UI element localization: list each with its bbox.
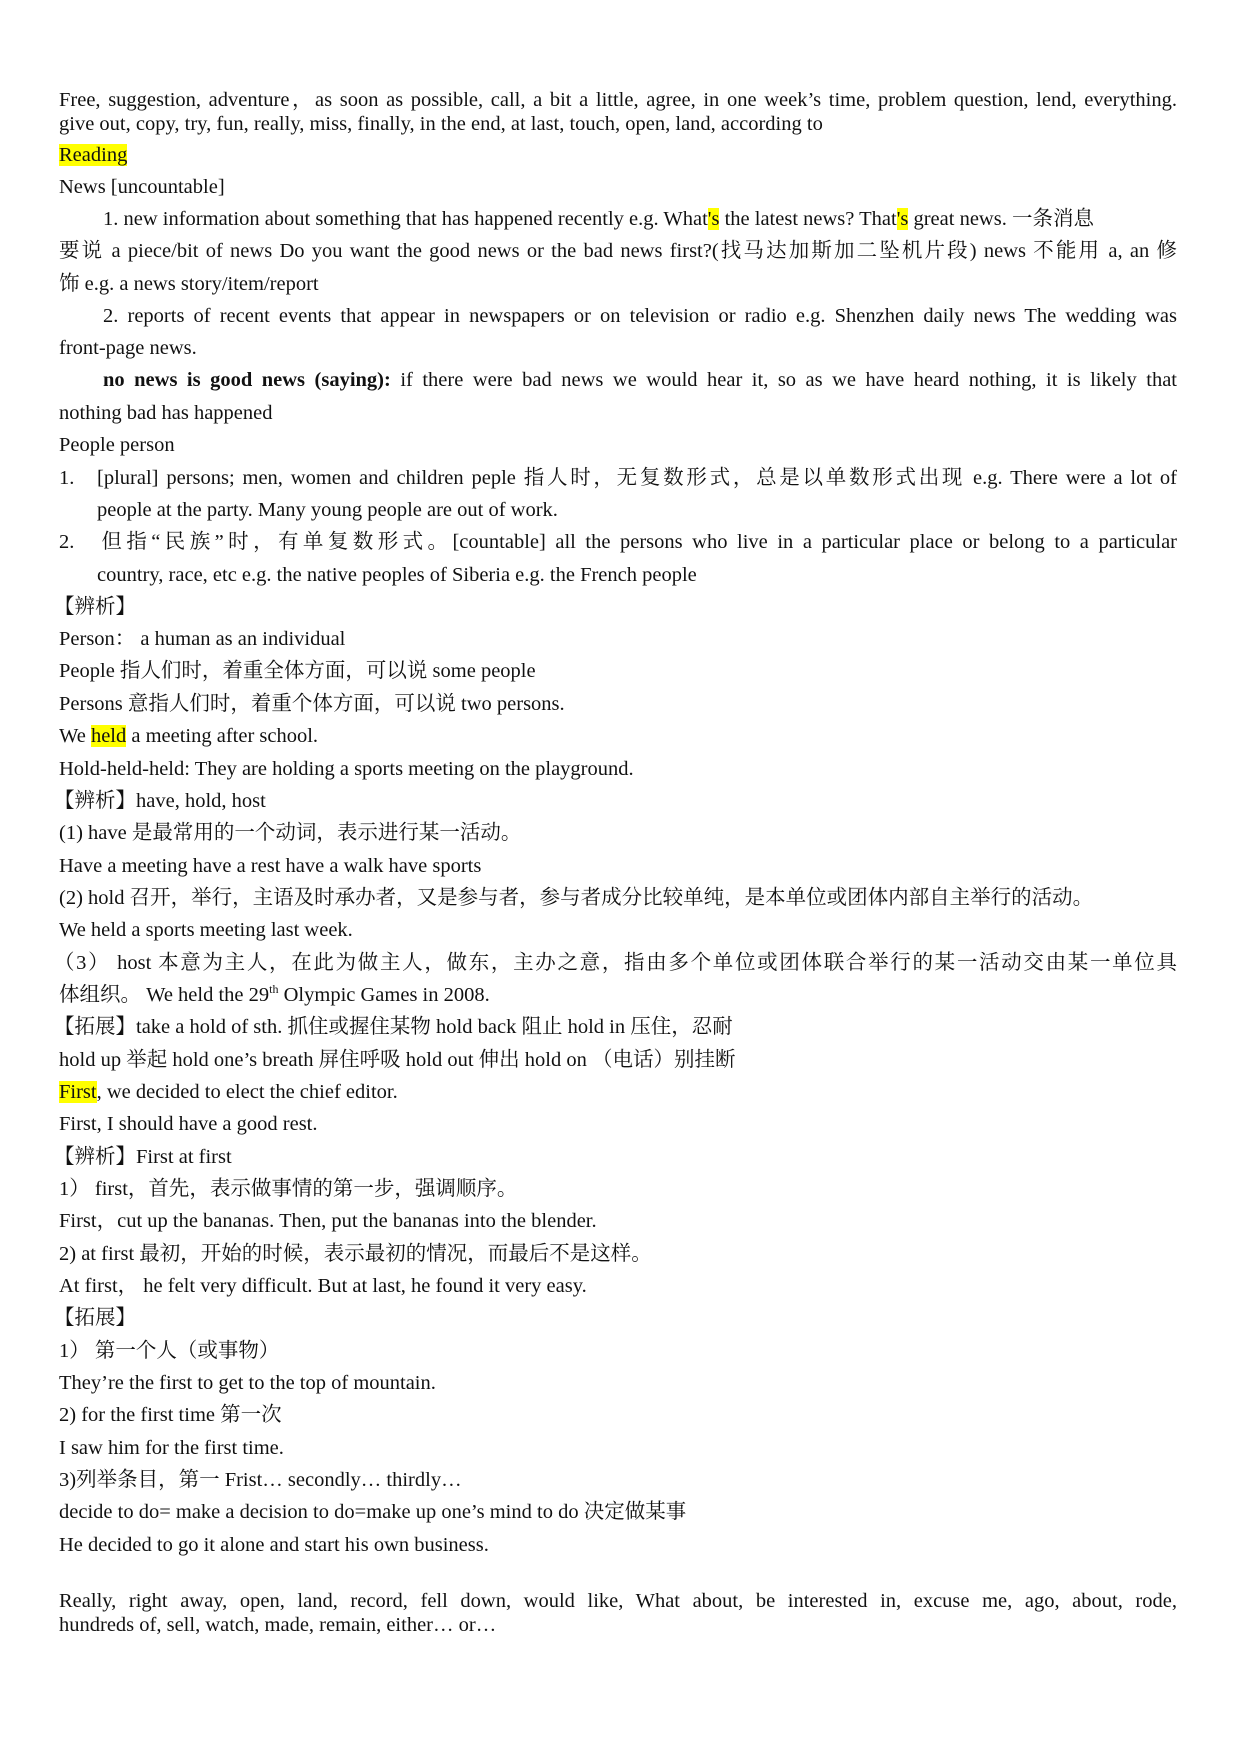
people-item1-text: [plural] persons; men, women and children peple 指人时，无复数形式，总是以单数形式出现 e.g. There were a lot of — [97, 467, 1177, 489]
hold-p2-example: We held a sports meeting last week. — [59, 919, 353, 941]
vocab-list-1-line1: Free, suggestion, adventure，as soon as possible, call, a bit a little, agree, in one week’s time, problem question, lend, everything. — [59, 89, 1177, 111]
hold-extension-1: 【拓展】take a hold of sth. 抓住或握住某物 hold back 阻止 hold in 压住，忍耐 — [54, 1016, 733, 1038]
first-p2: 2) at first 最初，开始的时候，表示最初的情况，而最后不是这样。 — [59, 1243, 652, 1265]
hold-example-text-a: We — [59, 725, 91, 747]
hold-p3-text-a: 体组织。 We held the 29 — [59, 984, 270, 1006]
news-heading: News [uncountable] — [59, 176, 225, 198]
hold-p1-examples: Have a meeting have a rest have a walk have sports — [59, 855, 482, 877]
reading-heading-highlight: Reading — [59, 144, 128, 166]
news-def1-line3: 饰 e.g. a news story/item/report — [59, 273, 319, 295]
news-saying-phrase: no news is good news (saying): — [103, 369, 391, 391]
hold-p3-line2 — [59, 983, 1177, 1007]
first-example-2: First, I should have a good rest. — [59, 1113, 318, 1135]
hold-p3-line1: （3） host 本意为主人，在此为做主人，做东，主办之意，指由多个单位或团体联合举行的某一活动交由某一单位具 — [54, 952, 1177, 974]
first-extension-2-example: I saw him for the first time. — [59, 1437, 284, 1459]
hold-extension-2: hold up 举起 hold one’s breath 屏住呼吸 hold out 伸出 hold on （电话）别挂断 — [59, 1049, 736, 1071]
vocab-list-1-line2: give out, copy, try, fun, really, miss, finally, in the end, at last, touch, open, land, according to — [59, 113, 823, 135]
decide-definition: decide to do= make a decision to do=make up one’s mind to do 决定做某事 — [59, 1501, 687, 1523]
news-def1-highlight-2: 's — [896, 208, 909, 230]
people-item2-text: 但指“民族”时，有单复数形式。[countable] all the persons who live in a particular place or belong to a particular — [97, 531, 1177, 553]
news-def1-text-a: 1. new information about something that has happened recently e.g. What — [103, 208, 708, 230]
first-p1: 1） first，首先，表示做事情的第一步，强调顺序。 — [59, 1178, 518, 1200]
first-extension-1-example: They’re the first to get to the top of mountain. — [59, 1372, 436, 1394]
news-saying-definition: if there were bad news we would hear it, so as we have heard nothing, it is likely that — [390, 369, 1177, 391]
reading-heading — [59, 143, 1177, 167]
first-example-text: , we decided to elect the chief editor. — [96, 1081, 398, 1103]
persons-definition: Persons 意指人们时，着重个体方面，可以说 two persons. — [59, 693, 565, 715]
hold-p3-text-b: Olympic Games in 2008. — [278, 984, 490, 1006]
hold-forms: Hold-held-held: They are holding a sports meeting on the playground. — [59, 758, 634, 780]
news-def1-line2: 要说 a piece/bit of news Do you want the good news or the bad news first?(找马达加斯加二坠机片段) news 不能用 a, an 修 — [59, 240, 1177, 262]
first-example-highlight: First — [59, 1081, 97, 1103]
news-saying-line1 — [103, 368, 1177, 392]
people-definition: People 指人们时，着重全体方面，可以说 some people — [59, 660, 536, 682]
first-extension-3: 3)列举条目，第一 Frist… secondly… thirdly… — [59, 1469, 462, 1491]
news-def1-text-b: the latest news? That — [719, 208, 897, 230]
first-extension-heading: 【拓展】 — [54, 1307, 136, 1329]
news-def2-line2: front-page news. — [59, 337, 197, 359]
decide-example: He decided to go it alone and start his own business. — [59, 1534, 489, 1556]
hold-p2: (2) hold 召开，举行，主语及时承办者，又是参与者，参与者成分比较单纯，是本单位或团体内部自主举行的活动。 — [59, 887, 1094, 909]
people-heading: People person — [59, 434, 175, 456]
hold-p1: (1) have 是最常用的一个动词，表示进行某一活动。 — [59, 822, 522, 844]
first-p2-example: At first， he felt very difficult. But at last, he found it very easy. — [59, 1275, 587, 1297]
first-extension-2: 2) for the first time 第一次 — [59, 1404, 282, 1426]
news-def1-highlight-1: 's — [707, 208, 720, 230]
vocab-list-2-line2: hundreds of, sell, watch, made, remain, either… or… — [59, 1614, 497, 1636]
people-item1-line2: people at the party. Many young people are out of work. — [97, 499, 558, 521]
news-def1-text-c: great news. 一条消息 — [908, 208, 1094, 230]
first-extension-1: 1） 第一个人（或事物） — [59, 1340, 280, 1362]
first-example-1 — [59, 1080, 1177, 1104]
hold-example-text-b: a meeting after school. — [126, 725, 319, 747]
news-def1-line1 — [103, 207, 1177, 231]
people-item2-number: 2. — [59, 531, 75, 553]
people-item1-line1 — [59, 466, 1177, 490]
hold-example — [59, 724, 1177, 748]
vocab-list-2-line1: Really, right away, open, land, record, fell down, would like, What about, be interested in, excuse me, ago, about, rode, — [59, 1590, 1177, 1612]
hold-analysis-heading: 【辨析】have, hold, host — [54, 790, 266, 812]
hold-p3-superscript: th — [269, 982, 279, 997]
hold-example-highlight: held — [90, 725, 127, 747]
news-saying-line2: nothing bad has happened — [59, 402, 273, 424]
people-item1-number: 1. — [59, 467, 75, 489]
people-analysis-heading: 【辨析】 — [54, 596, 136, 618]
people-item2-line1 — [59, 530, 1177, 554]
first-analysis-heading: 【辨析】First at first — [54, 1146, 232, 1168]
news-def2-line1: 2. reports of recent events that appear in newspapers or on television or radio e.g. Shenzhen daily news The wedding was — [103, 305, 1177, 327]
first-p1-example: First，cut up the bananas. Then, put the bananas into the blender. — [59, 1210, 597, 1232]
people-item2-line2: country, race, etc e.g. the native peoples of Siberia e.g. the French people — [97, 564, 697, 586]
person-definition: Person： a human as an individual — [59, 628, 346, 650]
